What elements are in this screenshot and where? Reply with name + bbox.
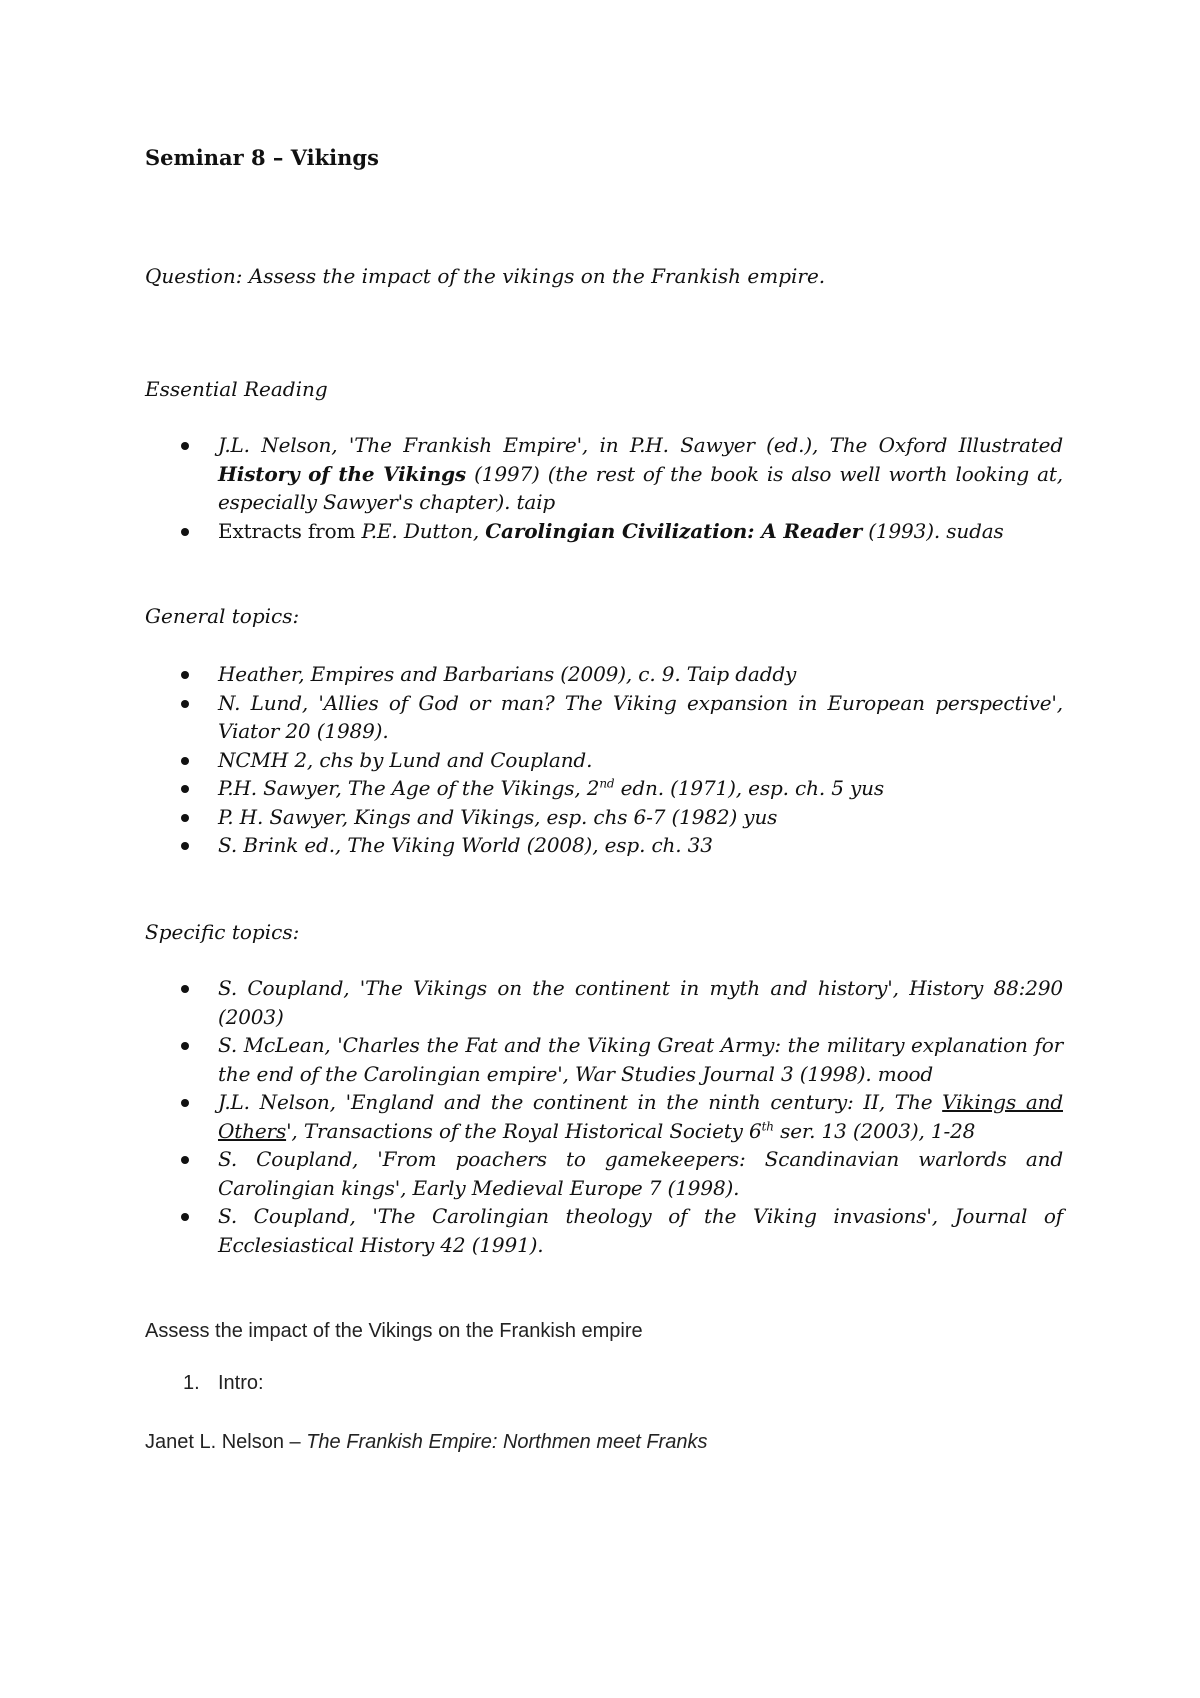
essay-title: Assess the impact of the Vikings on the Frankish empire bbox=[145, 1320, 643, 1342]
list-item: J.L. Nelson, 'The Frankish Empire', in P.H. Sawyer (ed.), The Oxford Illustrated History of the Vikings (1997) (the rest of the book is also well worth looking at, especially Sawyer's chapter). taip bbox=[145, 431, 1063, 517]
list-item: N. Lund, 'Allies of God or man? The Viking expansion in European perspective', Viator 20 (1989). bbox=[145, 689, 1063, 746]
list-item: Heather, Empires and Barbarians (2009), c. 9. Taip daddy bbox=[145, 660, 1063, 689]
list-item: J.L. Nelson, 'England and the continent in the ninth century: II, The Vikings and Others', Transactions of the Royal Historical Society 6th ser. 13 (2003), 1-28 bbox=[145, 1088, 1063, 1145]
list-item: Extracts from P.E. Dutton, Carolingian Civilization: A Reader (1993). sudas bbox=[145, 517, 1063, 546]
bullet-icon bbox=[181, 814, 189, 822]
specific-topics-heading: Specific topics: bbox=[145, 920, 300, 944]
essential-reading-heading: Essential Reading bbox=[145, 377, 328, 401]
bullet-icon bbox=[181, 1213, 189, 1221]
essential-reading-list bbox=[145, 431, 1063, 545]
general-topics-list bbox=[145, 660, 1063, 860]
source-reference: Janet L. Nelson – The Frankish Empire: Northmen meet Franks bbox=[145, 1431, 708, 1453]
document-title: Seminar 8 – Vikings bbox=[145, 145, 379, 170]
bullet-icon bbox=[181, 1156, 189, 1164]
bullet-icon bbox=[181, 528, 189, 536]
list-item: NCMH 2, chs by Lund and Coupland. bbox=[145, 746, 1063, 775]
bullet-icon bbox=[181, 785, 189, 793]
specific-topics-list bbox=[145, 974, 1063, 1259]
item-number: 1. bbox=[183, 1372, 200, 1394]
general-topics-heading: General topics: bbox=[145, 604, 300, 628]
bullet-icon bbox=[181, 442, 189, 450]
list-item: P.H. Sawyer, The Age of the Vikings, 2nd edn. (1971), esp. ch. 5 yus bbox=[145, 774, 1063, 803]
bullet-icon bbox=[181, 671, 189, 679]
item-label: Intro: bbox=[218, 1372, 264, 1394]
list-item: P. H. Sawyer, Kings and Vikings, esp. chs 6-7 (1982) yus bbox=[145, 803, 1063, 832]
bullet-icon bbox=[181, 757, 189, 765]
seminar-question: Question: Assess the impact of the vikings on the Frankish empire. bbox=[145, 264, 826, 288]
list-item: S. Coupland, 'From poachers to gamekeepers: Scandinavian warlords and Carolingian kings', Early Medieval Europe 7 (1998). bbox=[145, 1145, 1063, 1202]
list-item: S. Coupland, 'The Carolingian theology of the Viking invasions', Journal of Ecclesiastical History 42 (1991). bbox=[145, 1202, 1063, 1259]
bullet-icon bbox=[181, 1099, 189, 1107]
list-item: S. McLean, 'Charles the Fat and the Viking Great Army: the military explanation for the end of the Carolingian empire', War Studies Journal 3 (1998). mood bbox=[145, 1031, 1063, 1088]
numbered-item bbox=[145, 1372, 1063, 1402]
list-item: S. Brink ed., The Viking World (2008), esp. ch. 33 bbox=[145, 831, 1063, 860]
bullet-icon bbox=[181, 985, 189, 993]
bullet-icon bbox=[181, 700, 189, 708]
list-item: S. Coupland, 'The Vikings on the continent in myth and history', History 88:290 (2003) bbox=[145, 974, 1063, 1031]
bullet-icon bbox=[181, 842, 189, 850]
bullet-icon bbox=[181, 1042, 189, 1050]
